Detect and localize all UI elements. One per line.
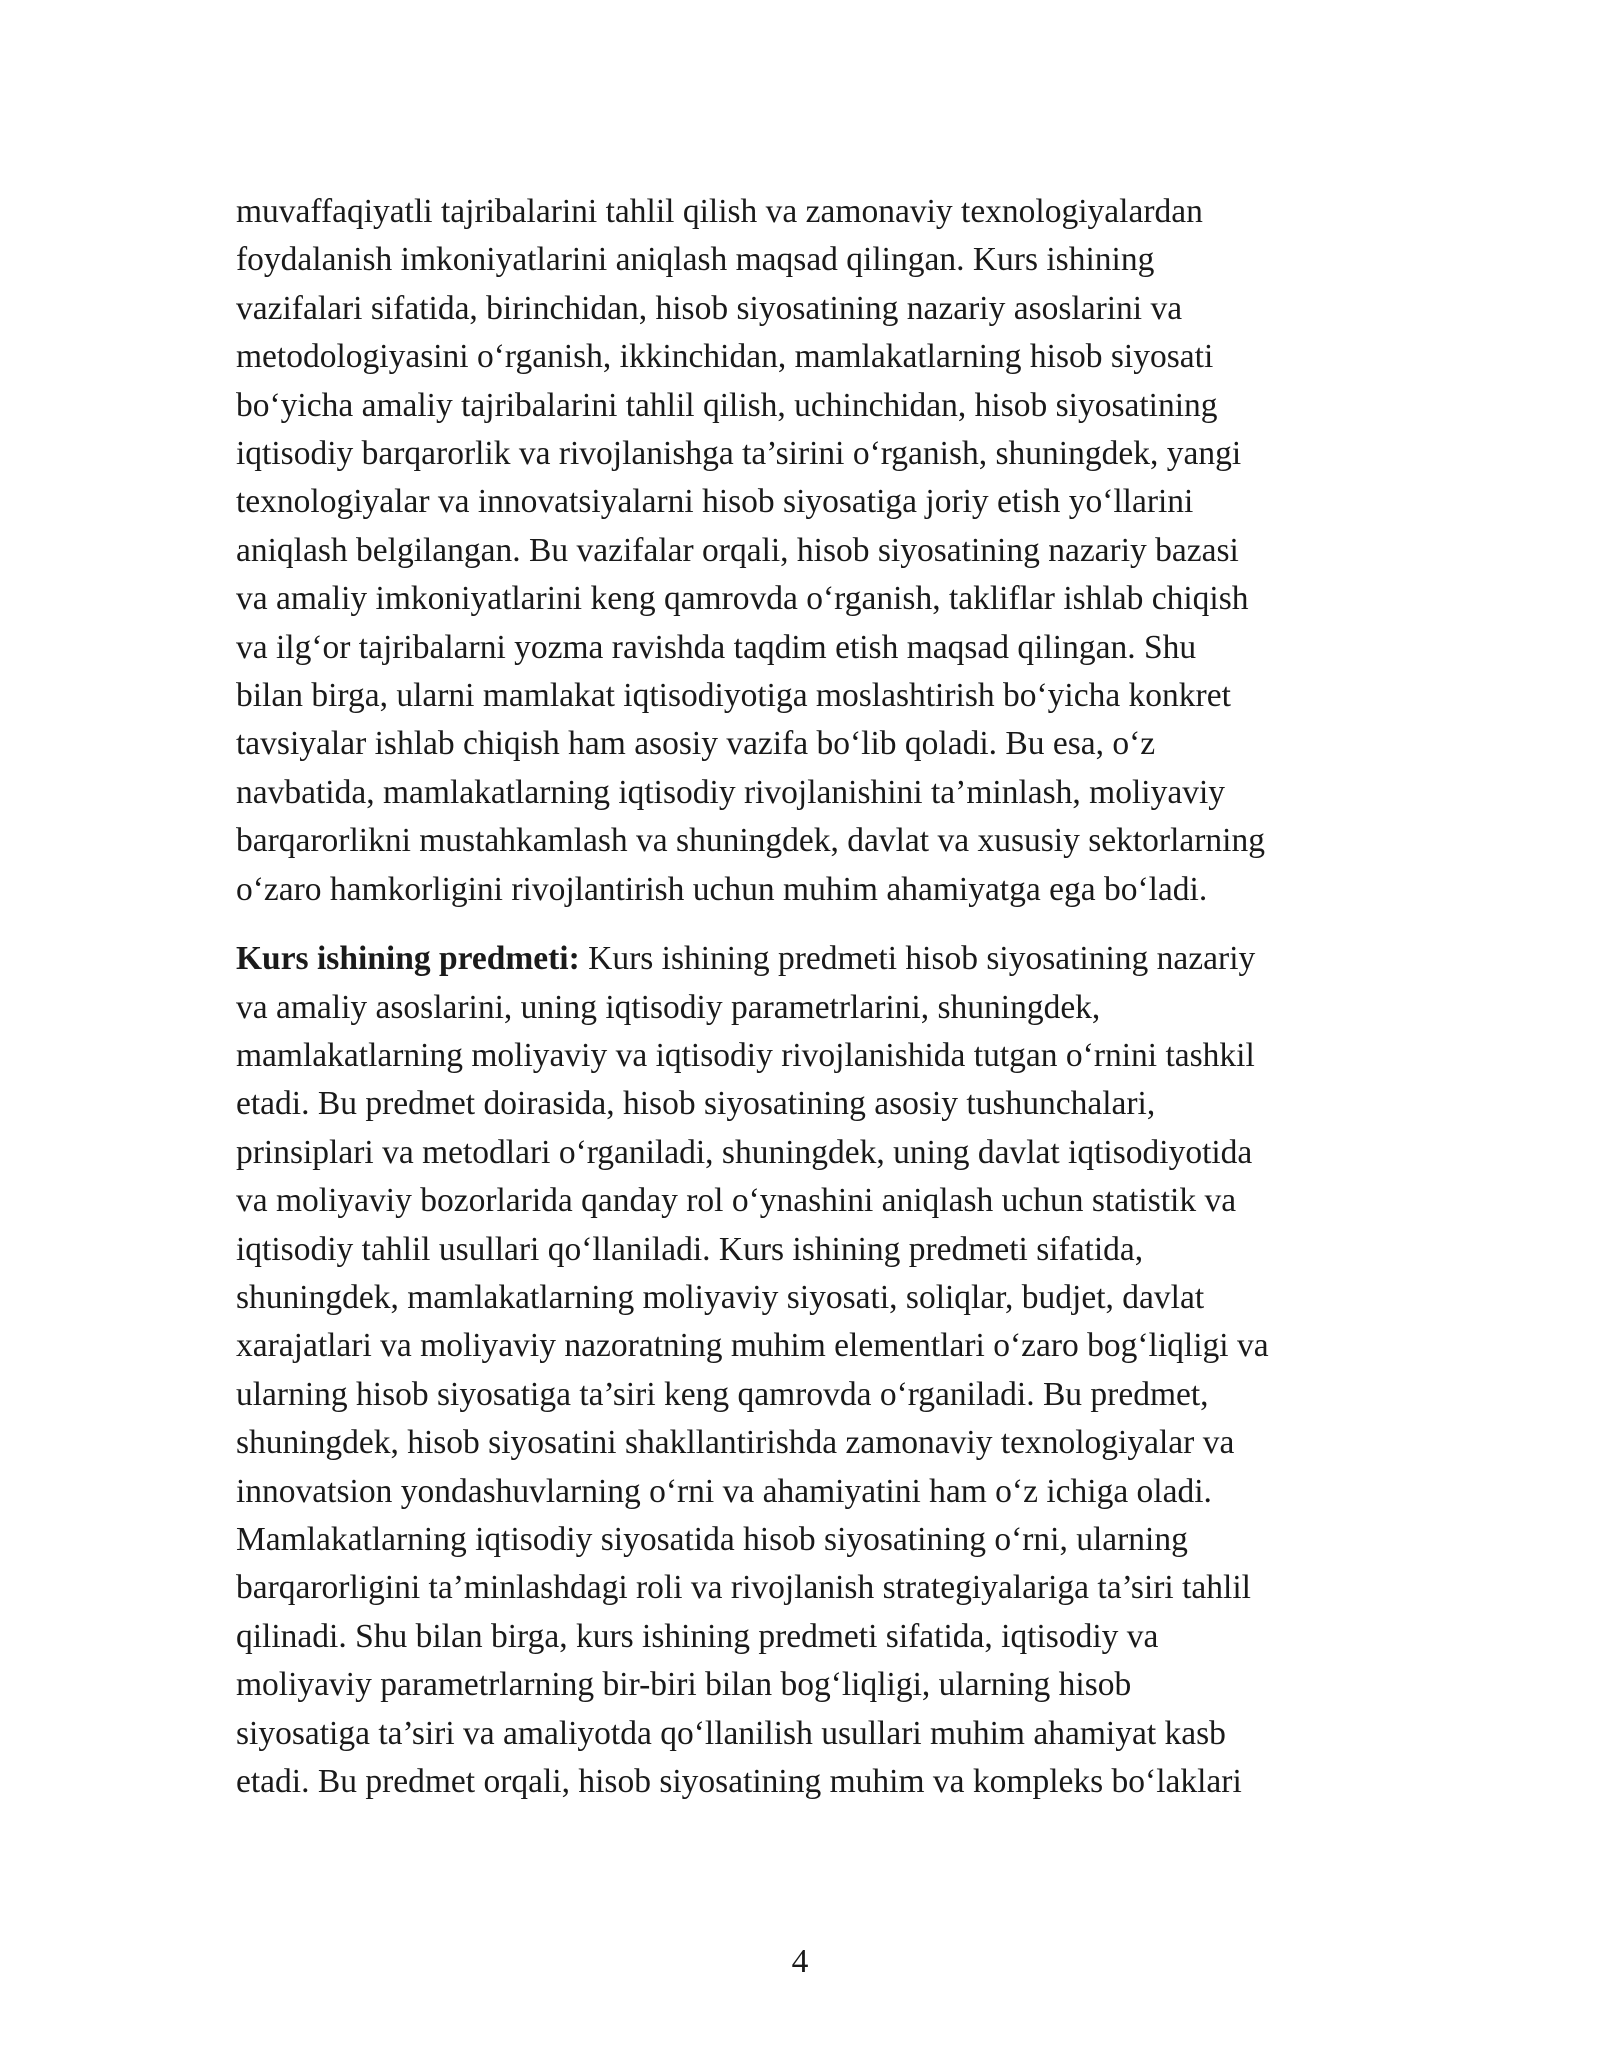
text-line: etadi. Bu predmet orqali, hisob siyosatining muhim va kompleks bo‘laklari bbox=[236, 1763, 1242, 1800]
text-line: foydalanish imkoniyatlarini aniqlash maqsad qilingan. Kurs ishining bbox=[236, 241, 1155, 279]
text-line: barqarorlikni mustahkamlash va shuningdek, davlat va xususiy sektorlarning bbox=[236, 822, 1265, 860]
paragraph-goals bbox=[236, 188, 1376, 914]
text-line: ularning hisob siyosatiga ta’siri keng qamrovda o‘rganiladi. Bu predmet, bbox=[236, 1375, 1209, 1413]
text-line: shuningdek, mamlakatlarning moliyaviy siyosati, soliqlar, budjet, davlat bbox=[236, 1278, 1205, 1316]
text-line: texnologiyalar va innovatsiyalarni hisob siyosatiga joriy etish yo‘llarini bbox=[236, 483, 1194, 521]
text-line: metodologiyasini o‘rganish, ikkinchidan, mamlakatlarning hisob siyosati bbox=[236, 338, 1214, 376]
page-number: 4 bbox=[791, 1943, 809, 1980]
text-line: va amaliy imkoniyatlarini keng qamrovda o‘rganish, takliflar ishlab chiqish bbox=[236, 580, 1249, 618]
text-line: muvaffaqiyatli tajribalarini tahlil qilish va zamonaviy texnologiyalardan bbox=[236, 193, 1203, 230]
text-line: bo‘yicha amaliy tajribalarini tahlil qilish, uchinchidan, hisob siyosatining bbox=[236, 386, 1218, 424]
text-line: moliyaviy parametrlarning bir-biri bilan bog‘liqligi, ularning hisob bbox=[236, 1666, 1132, 1704]
text-line: iqtisodiy tahlil usullari qo‘llaniladi. Kurs ishining predmeti sifatida, bbox=[236, 1230, 1144, 1268]
text-line: barqarorligini ta’minlashdagi roli va rivojlanish strategiyalariga ta’siri tahlil bbox=[236, 1569, 1251, 1607]
text-line bbox=[236, 935, 1376, 983]
paragraph-subject bbox=[236, 935, 1376, 1806]
text-line: o‘zaro hamkorligini rivojlantirish uchun muhim ahamiyatga ega bo‘ladi. bbox=[236, 870, 1208, 908]
text-line: etadi. Bu predmet doirasida, hisob siyosatining asosiy tushunchalari, bbox=[236, 1085, 1156, 1123]
subject-heading: Kurs ishining predmeti: bbox=[236, 940, 580, 978]
text-line: va amaliy asoslarini, uning iqtisodiy parametrlarini, shuningdek, bbox=[236, 988, 1101, 1026]
text-run: Kurs ishining predmeti hisob siyosatining nazariy bbox=[579, 940, 1256, 978]
text-line: Mamlakatlarning iqtisodiy siyosatida hisob siyosatining o‘rni, ularning bbox=[236, 1520, 1188, 1558]
text-line: innovatsion yondashuvlarning o‘rni va ahamiyatini ham o‘z ichiga oladi. bbox=[236, 1472, 1212, 1510]
text-line: qilinadi. Shu bilan birga, kurs ishining predmeti sifatida, iqtisodiy va bbox=[236, 1617, 1159, 1655]
text-line: va moliyaviy bozorlarida qanday rol o‘ynashini aniqlash uchun statistik va bbox=[236, 1182, 1237, 1220]
text-line: mamlakatlarning moliyaviy va iqtisodiy rivojlanishida tutgan o‘rnini tashkil bbox=[236, 1036, 1255, 1074]
text-line: xarajatlari va moliyaviy nazoratning muhim elementlari o‘zaro bog‘liqligi va bbox=[236, 1327, 1269, 1365]
text-line: vazifalari sifatida, birinchidan, hisob siyosatining nazariy asoslarini va bbox=[236, 289, 1183, 327]
text-line: iqtisodiy barqarorlik va rivojlanishga ta’sirini o‘rganish, shuningdek, yangi bbox=[236, 435, 1242, 473]
paragraph-spacing bbox=[236, 914, 1376, 935]
text-line: tavsiyalar ishlab chiqish ham asosiy vazifa bo‘lib qoladi. Bu esa, o‘z bbox=[236, 725, 1156, 763]
text-line: va ilg‘or tajribalarni yozma ravishda taqdim etish maqsad qilingan. Shu bbox=[236, 628, 1197, 666]
text-line: siyosatiga ta’siri va amaliyotda qo‘llanilish usullari muhim ahamiyat kasb bbox=[236, 1714, 1226, 1752]
text-line: prinsiplari va metodlari o‘rganiladi, shuningdek, uning davlat iqtisodiyotida bbox=[236, 1133, 1253, 1171]
text-line: bilan birga, ularni mamlakat iqtisodiyotiga moslashtirish bo‘yicha konkret bbox=[236, 677, 1231, 715]
text-line: shuningdek, hisob siyosatini shakllantirishda zamonaviy texnologiyalar va bbox=[236, 1424, 1235, 1462]
body-text bbox=[236, 188, 1376, 1806]
text-line: aniqlash belgilangan. Bu vazifalar orqali, hisob siyosatining nazariy bazasi bbox=[236, 531, 1239, 569]
text-line: navbatida, mamlakatlarning iqtisodiy rivojlanishini ta’minlash, moliyaviy bbox=[236, 773, 1226, 811]
